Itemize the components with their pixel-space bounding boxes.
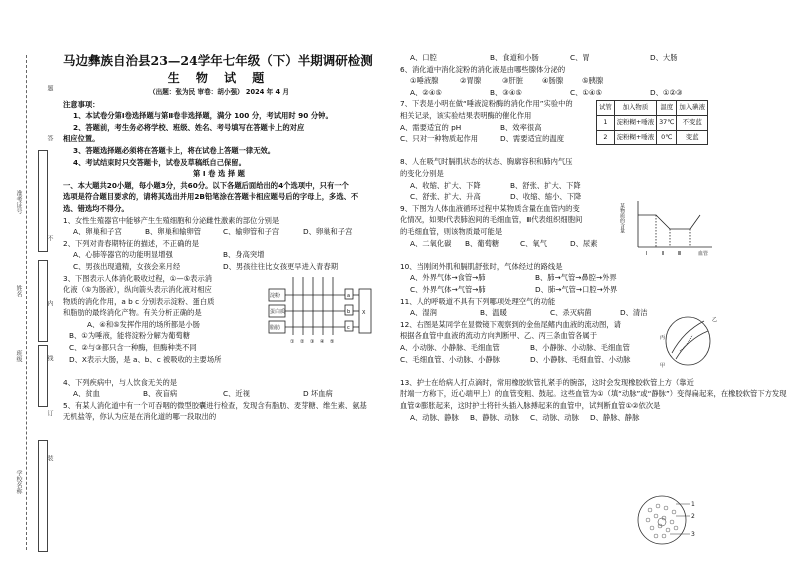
question-options [400,122,590,134]
option: ①唾液腺 [410,76,439,86]
option: A、外界气体→食管→肺 [410,273,486,283]
binding-field-class: 班级 [15,350,22,362]
binding-box [38,150,48,252]
graph-xunit: 血管 [698,250,709,257]
question-stem: 肘端一方称下，近心端甲上）的血管变粗、鼓起。这些血管为①（填“动脉”或“静脉”）变得扁起来，在橡胶软管下方发现 [400,389,787,399]
question-7-block [400,98,722,156]
option: B、静脉、动脉 [470,412,519,422]
option: A、需要适宜的 pH [400,122,462,132]
graph-xlabel: Ⅱ [662,250,665,257]
binding-field-id: 准考证号 [15,190,22,214]
option: D、清洁 [620,308,648,318]
question-stem: 9、下图为人体血液循环过程中某物质含量在血管内的变 [400,203,580,213]
option: D、需要适宜的温度 [500,134,564,144]
binding-label: 答 [46,135,53,141]
option: ⑤胰腺 [582,76,604,86]
option: B、①为唾液，能将淀粉分解为葡萄糖 [69,331,190,341]
option: ③肝脏 [502,76,524,86]
binding-label: 题 [46,85,53,91]
option: C、只对一种物质起作用 [400,134,479,144]
capillary [680,335,692,351]
question-options [63,261,375,273]
microscope-field [666,317,710,365]
section-instruction: 选、错选均不得分。 [63,203,129,213]
question-options [63,249,375,261]
option: C、毛细血管、小动脉、小静脉 [400,354,500,364]
question-options [63,226,375,238]
question-options [400,284,722,296]
option: D、①②③ [650,87,683,97]
diagram-out: c [347,324,350,331]
option: D、小静脉、毛细血管、小动脉 [530,354,631,364]
diagram-num: ② [300,338,305,345]
diagram-row-label: 淀粉 [270,292,281,299]
option: D、男孩往往比女孩更早进入青春期 [223,261,339,271]
option: A、贫血 [73,389,100,399]
blood-label: 1 [691,501,695,508]
intro-line: 相应位置。 [63,134,100,144]
option: B、舒张、扩大、下降 [510,180,581,190]
question-stem: 化液（⑤为肠液），纵向箭头表示消化液对相应 [63,285,212,295]
intro-line: 4、考试结束时只交答题卡，试卷及草稿纸自己保留。 [73,157,246,167]
question-options [63,388,375,400]
binding-field-school: 学校名称 [15,470,22,494]
question-stem: 4、下列疾病中，与人饮食无关的是 [63,377,178,387]
diagram-num: ③ [310,338,315,345]
question-options [400,191,610,203]
option: C、输卵管和子宫 [223,227,280,237]
option: D、卵巢和子宫 [303,227,353,237]
binding-box [38,260,48,342]
question-stem: 6、消化道中消化淀粉的消化液是由哪些腺体分泌的 [400,64,566,74]
option: A、④和⑤发挥作用的场所都是小肠 [87,319,200,329]
fish-label: 丙 [660,334,666,341]
question-stem: 1、女性生殖器官中能够产生生殖细胞和分泌雌性激素的部位分别是 [63,215,280,225]
option: B、效率很高 [500,122,542,132]
question-options [400,354,662,366]
intro-line: 3、答题选择题必须将在答题卡上，将在试卷上答题一律无效。 [73,145,276,155]
option: C、①④⑤ [570,87,603,97]
option: D、肺→气管→口腔→外界 [535,284,618,294]
table-row: 2 淀粉糊+唾液 0℃ 变蓝 [597,130,708,145]
option: D、静脉、静脉 [590,412,640,422]
option: A、口腔 [410,53,437,62]
option: D、尿素 [570,238,598,248]
question-stem: 化情况，如果Ⅰ代表肺泡间的毛细血管，Ⅲ代表组织细胞间 [400,215,583,225]
question-stem: 11、人的呼吸道不具有下列哪项处理空气的功能 [400,296,556,306]
question-options [400,133,590,145]
question-stem: 13、护士在给病人打点滴时，常用橡胶软管扎紧手的腕部，这时会发现橡胶软管上方（靠近 [400,377,694,387]
binding-label: 不 [46,235,53,241]
blood-smear-diagram [636,492,698,550]
option: C、近视 [223,389,250,399]
question-options [400,272,722,284]
question-options [400,412,660,424]
question-stem: 无机盐等，你认为应是在消化道的哪一段取出的 [63,412,217,422]
option: D、收缩、缩小、下降 [510,192,582,202]
question-options [400,52,722,64]
question-stem: 5、有某人消化道中有一个可吞咽的微型胶囊进行检查，发现含有脂肪、麦芽糖、维生素、氨基 [63,400,367,410]
option: C、动脉、动脉 [530,412,579,422]
digestion-diagram [267,275,373,347]
section-instruction: 选项是符合题目要求的，请将其选出并用2B铅笔涂在答题卡相应题号后的字母上，多选、不 [63,192,359,202]
option: ②胃腺 [460,76,482,86]
question-9-block [400,203,722,261]
option: B、身高突增 [223,250,265,260]
table-row: 1 淀粉糊+唾液 37℃ 不变蓝 [597,115,708,130]
option: B、温暖 [480,308,507,318]
question-stem: 和脂肪的最终消化产物。有关分析正确的是 [63,308,202,318]
question-3-block [63,273,375,377]
fish-tail-diagram [658,311,720,371]
section-title: 第 Ⅰ 卷 选 择 题 [193,169,245,179]
option: B、小静脉、小动脉、毛细血管 [530,342,630,352]
question-stem: 10、当刚闭外肌和膈肌舒张时，气体经过的路线是 [400,261,563,271]
option: C、胃 [570,53,590,62]
diagram-out: a [347,292,351,299]
notes-heading: 注意事项： [63,99,100,109]
question-stem: 物质的消化作用，a b c 分别表示淀粉、蛋白质 [63,296,215,306]
diagram-num: ④ [320,338,325,345]
section-instruction: 一、本大题共20小题，每小题3分，共60分。以下各题后面给出的4个选项中，只有一个 [63,180,349,190]
option: C、②与③都只含一种酶，但酶种类不同 [69,343,197,353]
option: A、②④⑤ [410,87,442,97]
question-stem: 7、下表是小明在做“唾液淀粉酶的消化作用”实验中的 [400,99,573,109]
fish-label: 甲 [660,362,666,369]
question-stem: 2、下列对青春期特征的描述，不正确的是 [63,238,199,248]
option: B、肺→气管→鼻腔→外界 [535,273,617,283]
question-stem: 的毛细血管，则该物质最可能是 [400,226,503,236]
option: C、外界气体→气管→肺 [410,284,486,294]
graph-xlabel: Ⅲ [678,250,682,257]
option: B、葡萄糖 [465,238,500,248]
intro-line: 1、本试卷分第Ⅰ卷选择题与第Ⅱ卷非选择题，满分 100 分，考试用时 90 分钟。 [73,111,333,121]
table-header: 温度 [657,101,677,116]
left-column [63,52,375,423]
question-options [400,342,662,354]
diagram-num: ① [290,338,295,345]
option: A、卵巢和子宫 [73,227,122,237]
binding-label: 装 [46,455,53,461]
binding-field-name: 姓名 [15,285,22,297]
question-options [400,87,722,99]
binding-box [38,345,48,407]
question-stem: 8、人在吸气时膈肌状态的状态、胸廓容积和肺内气压 [400,157,573,167]
exam-meta: （出题：张为民 审卷：胡小强） 2024 年 4 月 [149,88,289,96]
table-header: 加入碘液 [677,101,708,116]
question-options [400,180,610,192]
option: ④肠腺 [542,76,564,86]
option: B、卵巢和输卵管 [145,227,202,237]
substance-curve [638,215,700,229]
question-stem: 血管②膨胀起来，这时护士将针头插入脉搏起来的血管中，试判断血管①②依次是 [400,400,661,410]
option: C、男孩出现遗精，女孩会来月经 [73,261,181,271]
diagram-row-label: 蛋白质 [270,308,286,315]
vessel [672,321,704,353]
question-12-block [400,316,722,377]
binding-strip [0,0,60,561]
graph-xlabel: Ⅰ [646,250,648,257]
diagram-x: X [362,309,366,316]
option: D、X表示大肠，是 a、b、c 被吸收的主要场所 [69,354,222,364]
option: A、心肺等器官的功能明显增强 [73,250,173,260]
diagram-out: b [347,308,351,315]
diagram-num: ⑤ [330,338,335,345]
option: A、二氧化碳 [410,238,452,248]
binding-label: 内 [46,300,53,306]
option: C、杀灭病菌 [550,308,592,318]
binding-dashed-line [26,55,28,550]
intro-line: 2、答题前，考生务必将学校、班级、姓名、考号填写在答题卡上的对应 [73,122,305,132]
experiment-table [596,100,708,145]
question-stem: 根据各血管中血液的流动方向判断甲、乙、丙三条血管各属于 [400,331,598,341]
option: A、收缩、扩大、下降 [410,180,481,190]
substance-graph [620,197,720,259]
question-stem: 的变化分别是 [400,168,444,178]
option: B、③④⑤ [490,87,522,97]
blood-label: 2 [691,513,695,520]
fish-label: 乙 [712,316,718,323]
right-column [400,52,787,423]
question-stem: 12、右图是某同学在显微镜下观察到的金鱼尾鳍内血液的流动图，请 [400,319,621,329]
option: D、大肠 [650,53,678,62]
exam-subtitle: 生 物 试 题 [167,71,271,85]
graph-ylabel: 某物质的含量 [619,202,625,233]
question-stem: 3、下图表示人体消化吸收过程，①—⑤表示消 [63,273,213,283]
option: D 坏血病 [303,389,333,399]
blood-label: 3 [691,531,695,538]
option: B、夜盲病 [143,389,178,399]
option: B、食道和小肠 [490,53,539,62]
exam-title: 马边彝族自治县23—24学年七年级（下）半期调研检测 [63,53,373,68]
option: A、小动脉、小静脉、毛细血管 [400,342,500,352]
table-header: 试管 [597,101,615,116]
question-options [400,75,722,87]
table-header: 加入物质 [614,101,656,116]
binding-label: 线 [46,355,53,361]
option: A、湿润 [410,308,437,318]
question-stem: 相关记录，该实验结果表明酶的催化作用 [400,110,532,120]
question-options [400,238,625,250]
option: C、氧气 [520,238,547,248]
binding-box [38,440,48,552]
option: A、动脉、静脉 [410,412,459,422]
binding-label: 订 [46,410,53,416]
option: C、舒张、扩大、升高 [410,192,481,202]
diagram-row-label: 脂肪 [270,324,281,331]
